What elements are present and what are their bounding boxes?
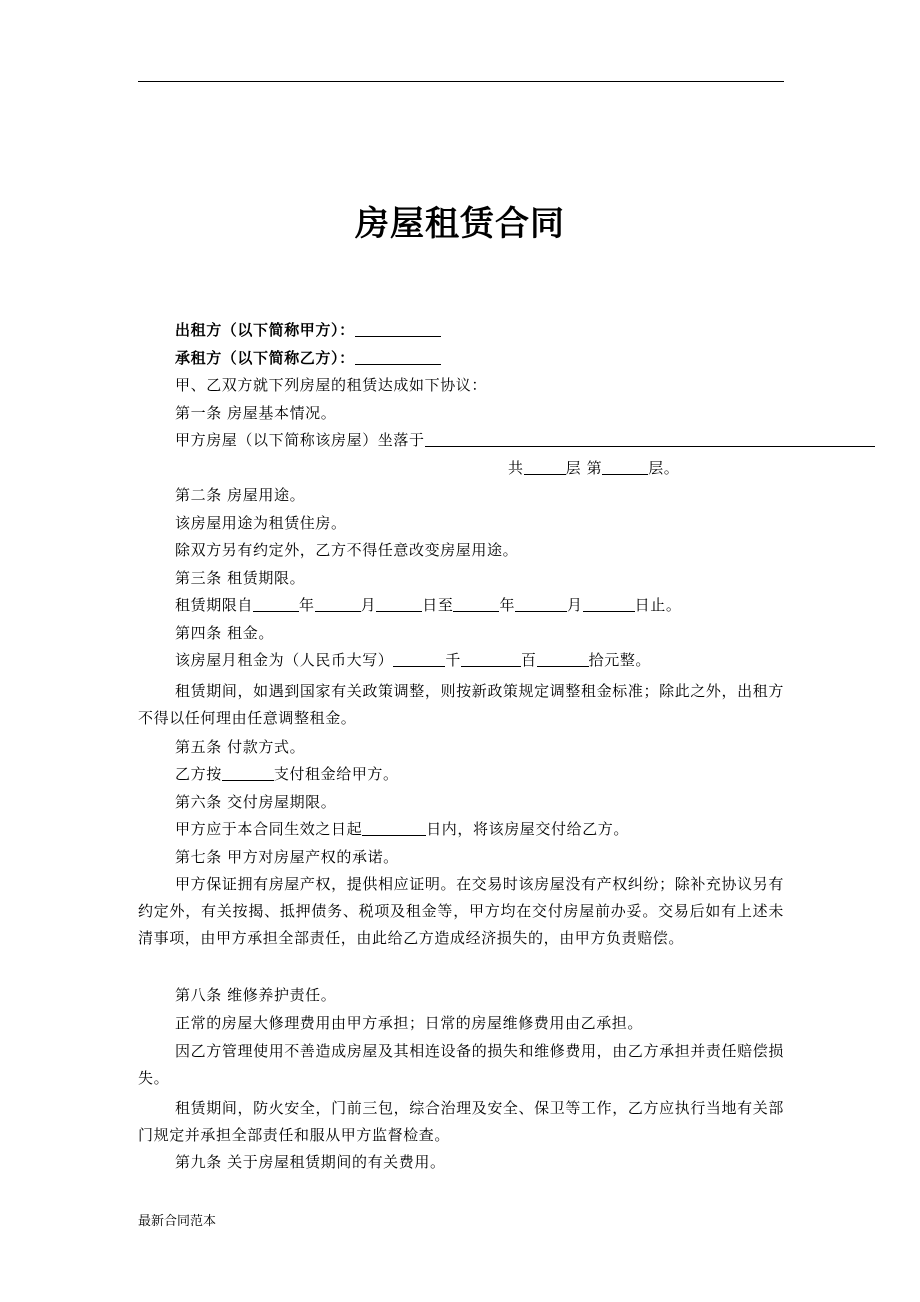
term-end-year-label: 年 — [499, 596, 516, 614]
header-rule — [138, 81, 784, 82]
rent-hundreds-label: 百 — [521, 651, 537, 669]
lessee-blank — [355, 349, 441, 365]
delivery-label: 甲方应于本合同生效之日起 — [175, 820, 363, 838]
rent-thousands-label: 千 — [445, 651, 462, 669]
term-start-label: 租赁期限自 — [175, 596, 254, 614]
payment-line — [175, 763, 399, 785]
lessee-line — [175, 347, 441, 369]
end-day-blank — [583, 596, 635, 612]
lessor-blank — [355, 321, 441, 337]
location-line — [175, 429, 875, 451]
end-month-blank — [515, 596, 567, 612]
location-blank — [425, 431, 875, 447]
floor-number-blank — [602, 459, 648, 475]
rent-hundreds-blank — [461, 651, 521, 667]
article-8-p1: 正常的房屋大修理费用由甲方承担；日常的房屋维修费用由乙承担。 — [175, 1014, 644, 1032]
rent-tens-blank — [537, 651, 589, 667]
article-4-heading: 第四条 租金。 — [175, 624, 274, 642]
payment-suffix: 支付租金给甲方。 — [273, 765, 399, 783]
floors-total-label: 共 — [508, 459, 524, 477]
article-7-heading: 第七条 甲方对房屋产权的承诺。 — [175, 848, 399, 866]
term-year-label: 年 — [299, 596, 315, 614]
delivery-line — [175, 818, 629, 840]
payment-label: 乙方按 — [175, 765, 222, 783]
term-month-label: 月 — [360, 596, 377, 614]
floors-mid-label: 层 第 — [565, 459, 603, 477]
term-to-label: 日至 — [422, 596, 454, 614]
floors-total-blank — [524, 459, 566, 475]
term-end-month-label: 月 — [567, 596, 583, 614]
start-day-blank — [376, 596, 422, 612]
article-2-p2: 除双方另有约定外，乙方不得任意改变房屋用途。 — [175, 541, 519, 559]
rent-thousands-blank — [393, 651, 445, 667]
term-end-label: 日止。 — [634, 596, 682, 614]
start-year-blank — [253, 596, 299, 612]
end-year-blank — [453, 596, 499, 612]
rent-tens-label: 拾元整。 — [588, 651, 652, 669]
article-5-heading: 第五条 付款方式。 — [175, 738, 306, 756]
delivery-suffix: 日内，将该房屋交付给乙方。 — [426, 820, 630, 838]
article-2-p1: 该房屋用途为租赁住房。 — [175, 514, 347, 532]
rent-label: 该房屋月租金为（人民币大写） — [175, 651, 394, 669]
delivery-days-blank — [362, 820, 426, 836]
start-month-blank — [315, 596, 361, 612]
article-7-p1: 甲方保证拥有房屋产权，提供相应证明。在交易时该房屋没有产权纠纷；除补充协议另有约定外，有关按揭、抵押债务、税项及租金等，甲方均在交付房屋前办妥。交易后如有上述未清事项，由甲方承担全部责任，由此给乙方造成经济损失的，由甲方负责赔偿。 — [138, 875, 784, 947]
intro-text: 甲、乙双方就下列房屋的租赁达成如下协议： — [175, 376, 488, 394]
article-8-heading: 第八条 维修养护责任。 — [175, 986, 337, 1004]
article-8-p2: 因乙方管理使用不善造成房屋及其相连设备的损失和维修费用，由乙方承担并责任赔偿损失。 — [138, 1042, 784, 1087]
floors-line — [508, 457, 679, 479]
article-2-heading: 第二条 房屋用途。 — [175, 486, 306, 504]
rent-line — [175, 649, 651, 671]
document-title: 房屋租赁合同 — [355, 204, 565, 244]
article-1-heading: 第一条 房屋基本情况。 — [175, 404, 337, 422]
lessor-label: 出租方（以下简称甲方）： — [175, 321, 355, 339]
footer-text: 最新合同范本 — [138, 1214, 217, 1229]
lessor-line — [175, 319, 441, 341]
payment-method-blank — [222, 765, 274, 781]
location-label: 甲方房屋（以下简称该房屋）坐落于 — [175, 431, 425, 449]
article-9-heading: 第九条 关于房屋租赁期间的有关费用。 — [175, 1153, 446, 1171]
article-3-heading: 第三条 租赁期限。 — [175, 569, 306, 587]
lease-term-line — [175, 594, 681, 616]
article-8-p3: 租赁期间，防火安全，门前三包，综合治理及安全、保卫等工作，乙方应执行当地有关部门规定并承担全部责任和服从甲方监督检查。 — [138, 1099, 784, 1144]
article-4-p2: 租赁期间，如遇到国家有关政策调整，则按新政策规定调整租金标准；除此之外，出租方不得以任何理由任意调整租金。 — [138, 682, 784, 727]
article-6-heading: 第六条 交付房屋期限。 — [175, 793, 337, 811]
floors-end-label: 层。 — [648, 459, 680, 477]
lessee-label: 承租方（以下简称乙方）： — [175, 349, 355, 367]
